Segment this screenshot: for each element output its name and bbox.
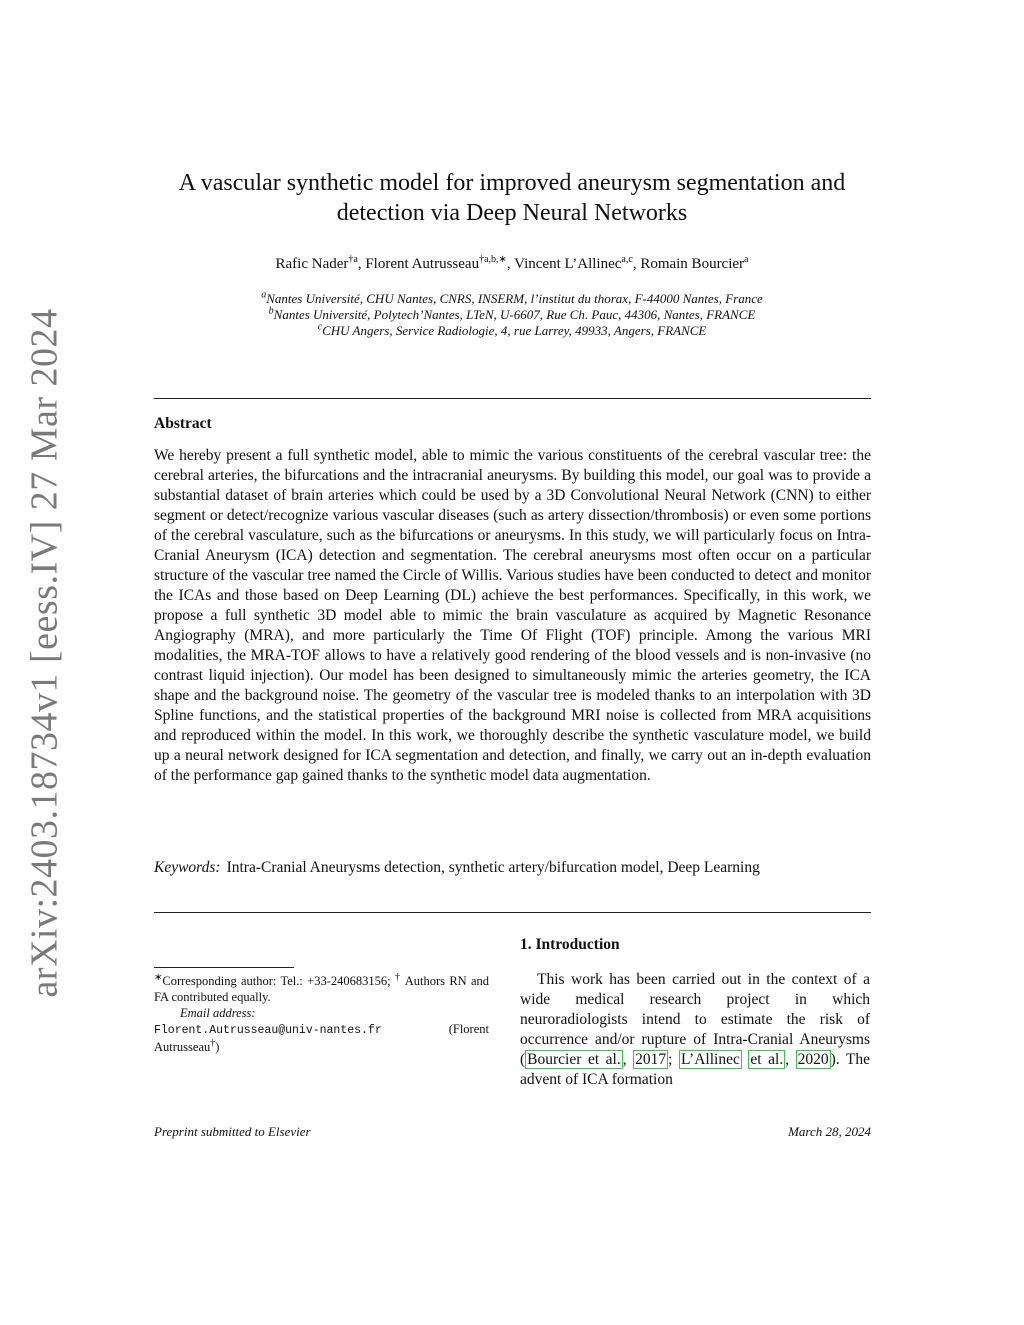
abstract-bottom-rule	[154, 912, 871, 913]
affiliation-mark: a	[261, 289, 267, 301]
affiliation-mark: c	[317, 321, 323, 333]
footnote-close: )	[215, 1040, 220, 1054]
paper-title: A vascular synthetic model for improved aneurysm segmentation and detection via Deep Neural Networks	[178, 170, 846, 226]
citation-link[interactable]: L’Allinec	[681, 1051, 740, 1068]
affiliation-line	[140, 323, 884, 339]
footer-date: March 28, 2024	[788, 1124, 871, 1139]
author-marks: a	[744, 254, 749, 265]
author-marks: †a,b,∗	[479, 254, 507, 265]
abstract-top-rule	[154, 398, 871, 399]
footnote-corresponding: Corresponding author: Tel.: +33-240683156;	[162, 974, 391, 988]
affiliation-line	[140, 291, 884, 307]
author-marks: a,c	[621, 254, 633, 265]
author-name: Florent Autrusseau	[365, 256, 480, 272]
footer-preprint-note: Preprint submitted to Elsevier	[154, 1124, 311, 1139]
intro-text: This work has been carried out in the context of a wide medical research project in which neuroradiologists intend to estimate the risk of occurrence and/or rupture of Intra-Cranial Aneurysms (	[520, 971, 870, 1068]
abstract-heading: Abstract	[154, 415, 212, 432]
citation-separator: ,	[622, 1051, 634, 1068]
footnote-mark: †	[394, 971, 402, 983]
keywords-line	[154, 858, 814, 878]
affiliation-list	[140, 291, 884, 339]
citation-link[interactable]: et al.	[750, 1051, 784, 1068]
section-heading-introduction: 1. Introduction	[520, 936, 620, 953]
affiliation-mark: b	[268, 305, 274, 317]
footnote-email[interactable]: Florent.Autrusseau@univ-nantes.fr	[154, 1024, 382, 1037]
citation-year-link[interactable]: 2017	[635, 1051, 667, 1068]
keywords-label: Keywords:	[154, 859, 221, 876]
footnote-contribution: Authors RN and FA contributed equally.	[154, 974, 490, 1004]
affiliation-text: CHU Angers, Service Radiologie, 4, rue Larrey, 49933, Angers, FRANCE	[322, 323, 707, 338]
affiliation-text: Nantes Université, Polytech’Nantes, LTeN, U-6607, Rue Ch. Pauc, 44306, Nantes, FRANCE	[273, 307, 756, 322]
footnote-email-owner: (Florent Autrusseau	[154, 1022, 489, 1054]
affiliation-text: Nantes Université, CHU Nantes, CNRS, INSERM, l’institut du thorax, F-44000 Nantes, France	[266, 291, 763, 306]
author-name: Romain Bourcier	[640, 256, 745, 272]
footnote-rule	[154, 967, 294, 968]
citation-separator: ,	[785, 1051, 796, 1068]
footnote-mark: †	[210, 1037, 216, 1049]
intro-text: ). The advent of ICA formation	[520, 1051, 871, 1088]
footnote-mark: ∗	[154, 971, 163, 983]
keywords-text: Intra-Cranial Aneurysms detection, synthetic artery/bifurcation model, Deep Learning	[226, 859, 760, 876]
abstract-body: We hereby present a full synthetic model, able to mimic the various constituents of the cerebral vascular tree: the cerebral arteries, the bifurcations and the intracranial aneurysms. By building this model, our goal was to provide a substantial dataset of brain arteries which could be used by a 3D Convolutional Neural Network (CNN) to either segment or detect/recognize various vascular diseases (such as artery dissection/thrombosis) or even some portions of the cerebral vasculature, such as the bifurcations or aneurysms. In this study, we will particularly focus on Intra-Cranial Aneurysm (ICA) detection and segmentation. The cerebral aneurysms most often occur on a particular structure of the vascular tree named the Circle of Willis. Various studies have been conducted to detect and monitor the ICAs and those based on Deep Learning (DL) achieve the best performances. Specifically, in this work, we propose a full synthetic 3D model able to mimic the brain vasculature as acquired by Magnetic Resonance Angiography (MRA), and more particularly the Time Of Flight (TOF) principle. Among the various MRI modalities, the MRA-TOF allows to have a relatively good rendering of the blood vessels and is non-invasive (no contrast liquid injection). Our model has been designed to simultaneously mimic the arteries geometry, the ICA shape and the background noise. The geometry of the vascular tree is modeled thanks to an interpolation with 3D Spline functions, and the statistical properties of the background MRI noise is collected from MRA acquisitions and reproduced within the model. In this work, we thoroughly describe the synthetic vasculature model, we build up a neural network designed for ICA segmentation and detection, and finally, we carry out an in-depth evaluation of the performance gap gained thanks to the synthetic model data augmentation.	[154, 447, 871, 784]
introduction-paragraph	[520, 970, 870, 1090]
citation-link[interactable]: Bourcier et al.	[527, 1051, 621, 1068]
arxiv-identifier-stamp	[10, 307, 80, 998]
citation-year-link[interactable]: 2020	[797, 1051, 829, 1068]
author-marks: †a	[348, 254, 358, 265]
author-name: Vincent L’Allinec	[514, 256, 622, 272]
affiliation-line	[140, 307, 884, 323]
citation-separator: ;	[668, 1051, 680, 1068]
footnote	[154, 973, 489, 1055]
arxiv-identifier-text: arXiv:2403.18734v1 [eess.IV] 27 Mar 2024	[24, 307, 67, 998]
footnote-email-label: Email address:	[180, 1006, 256, 1020]
author-name: Rafic Nader	[275, 256, 349, 272]
author-list: Rafic Nader$^{\dagger a}$, Florent Autrusseau$^{\dagger a,b,∗}$, Vincent L’Allinec$^{a,c}$, Romain Bourcier$^a$	[275, 254, 749, 272]
